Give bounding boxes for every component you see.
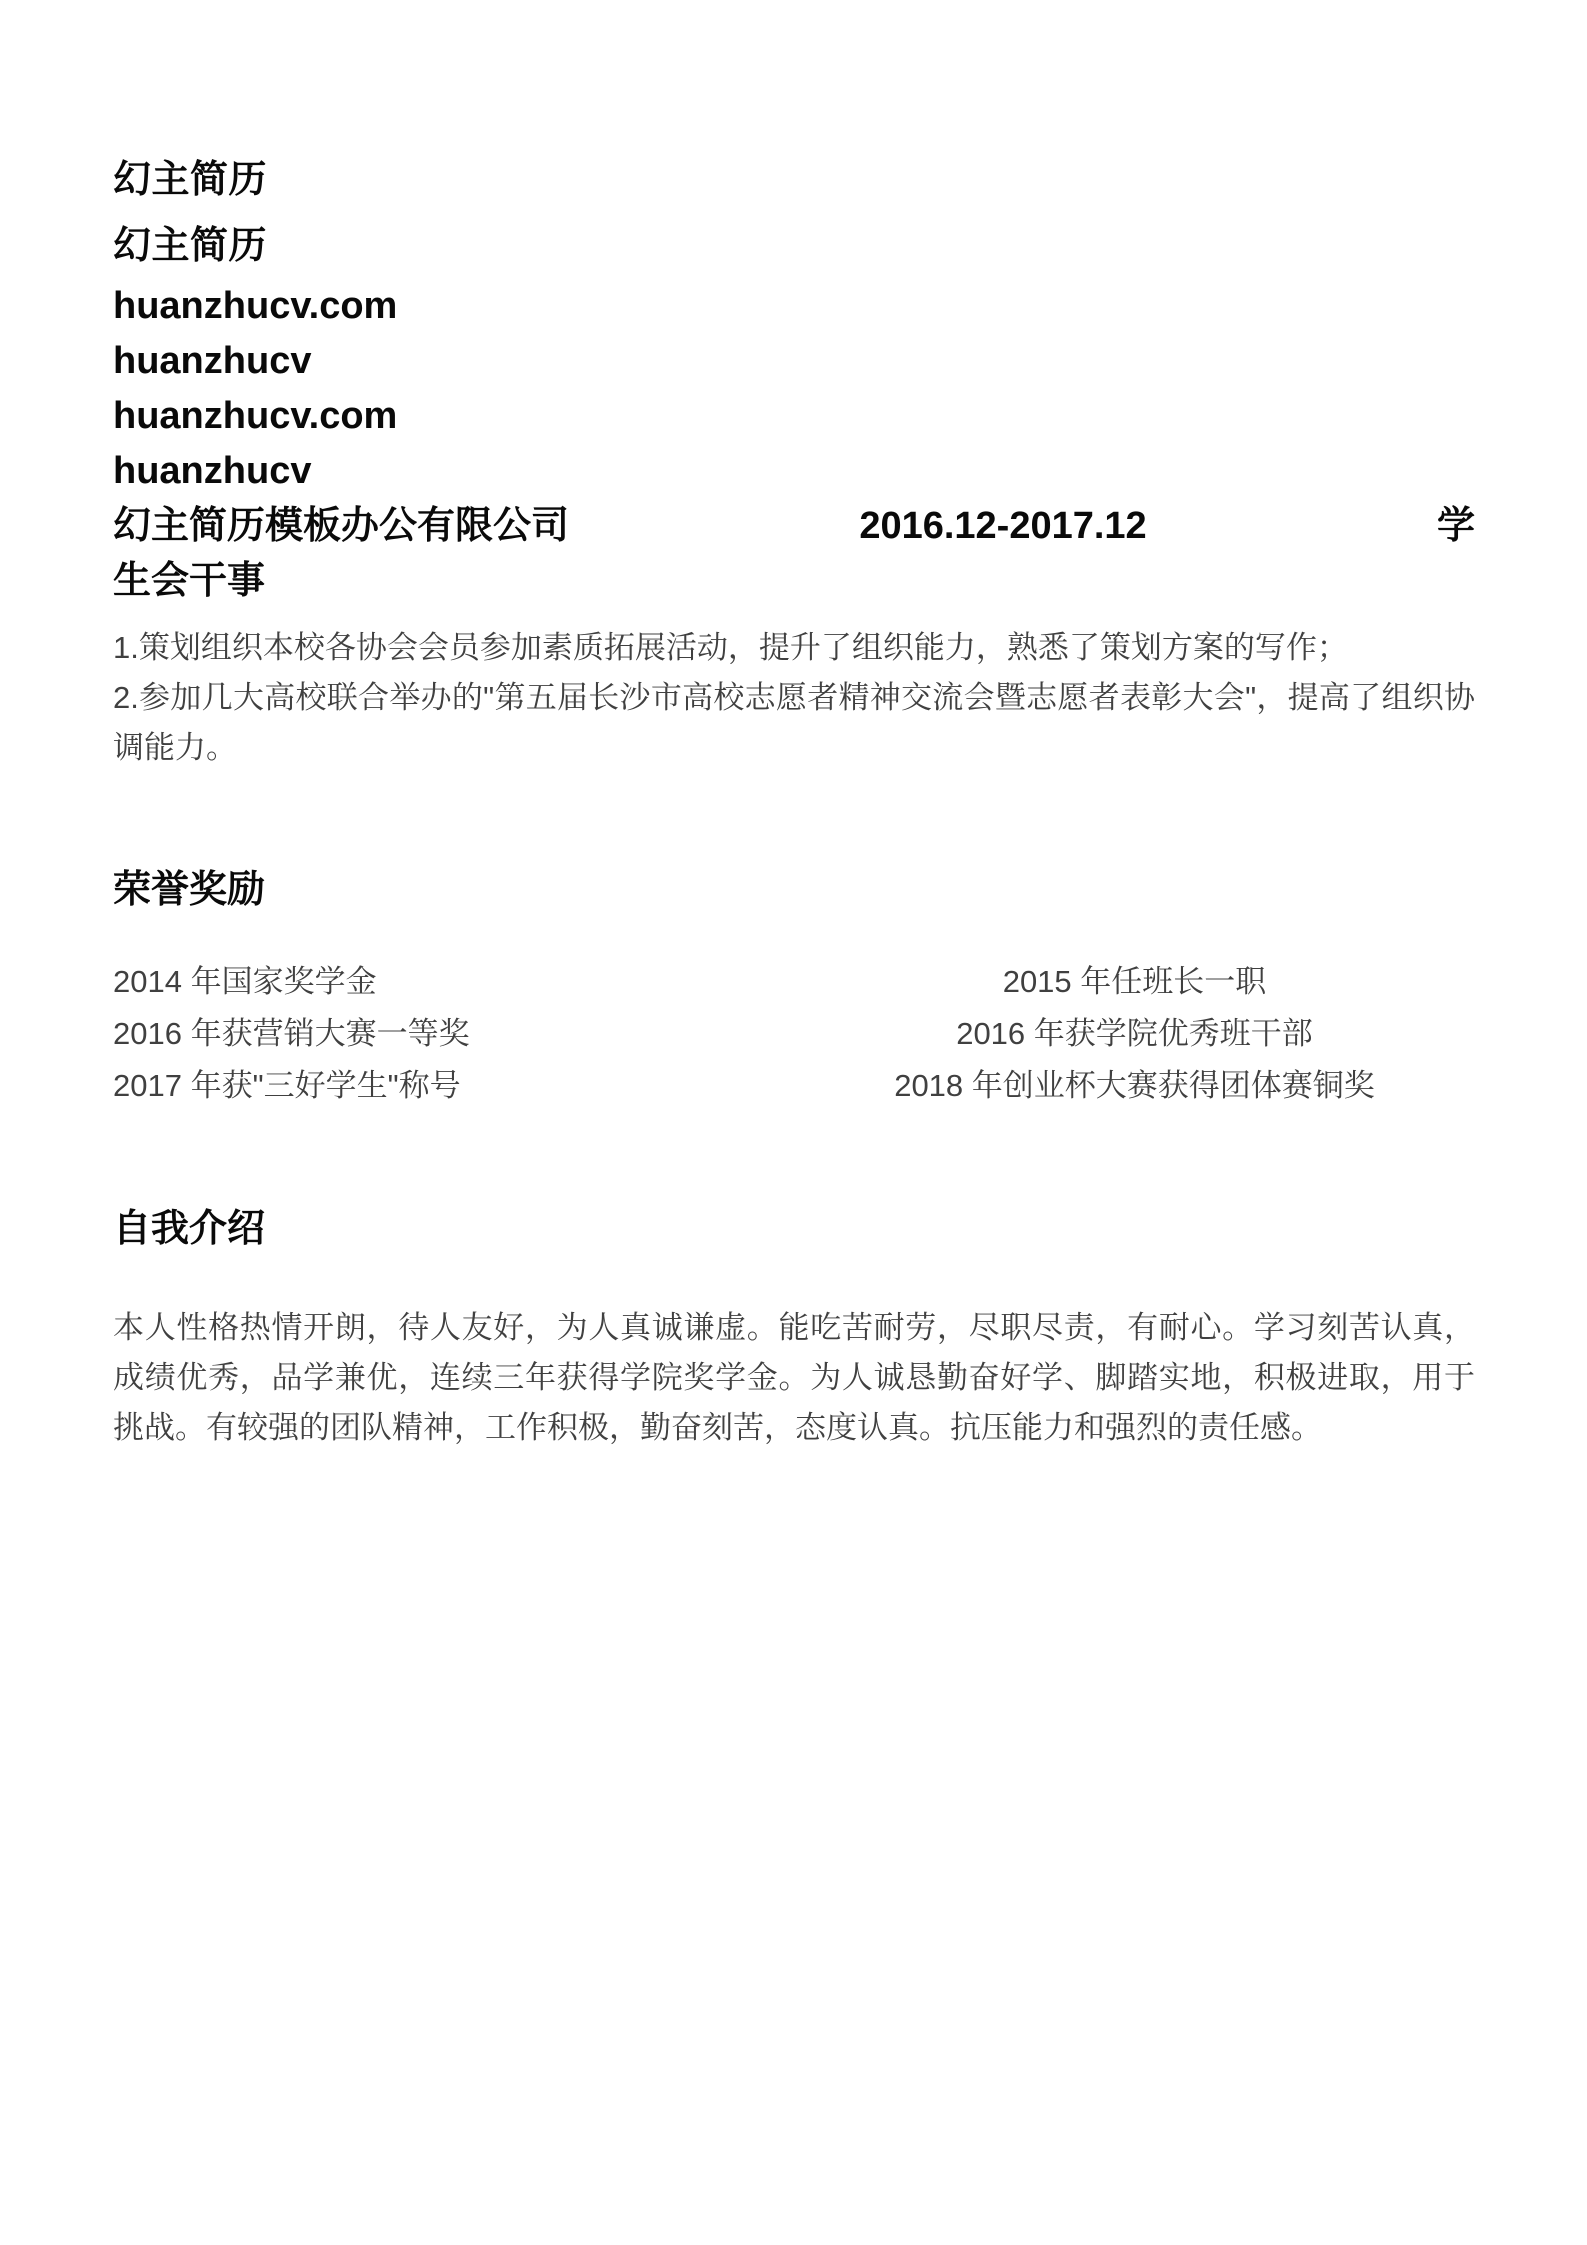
honors-section-title: 荣誉奖励 xyxy=(113,869,266,911)
brand-header xyxy=(113,147,1475,499)
honors-list xyxy=(113,956,1475,1112)
honor-item: 2014 年国家奖学金 xyxy=(113,964,377,999)
honor-item: 2016 年获营销大赛一等奖 xyxy=(113,1016,470,1051)
honor-item: 2017 年获"三好学生"称号 xyxy=(113,1068,461,1103)
experience-bullets xyxy=(113,623,1475,773)
brand-url-line: huanzhucv.com xyxy=(113,395,398,437)
experience-heading xyxy=(113,499,1475,554)
self-intro-paragraph: 本人性格热情开朗，待人友好，为人真诚谦虚。能吃苦耐劳，尽职尽责，有耐心。学习刻苦认真，成绩优秀，品学兼优，连续三年获得学院奖学金。为人诚恳勤奋好学、脚踏实地，积极进取，用于挑战。有较强的团队精神，工作积极，勤奋刻苦，态度认真。抗压能力和强烈的责任感。 xyxy=(113,1310,1475,1445)
role-title-rest: 生会干事 xyxy=(113,560,266,602)
brand-title-line: 幻主简历 xyxy=(113,159,268,201)
honor-row xyxy=(113,956,1475,1008)
honor-row xyxy=(113,1008,1475,1060)
role-title-first-char: 学 xyxy=(1436,505,1475,547)
experience-period: 2016.12-2017.12 xyxy=(859,505,1147,547)
experience-bullet: 1.策划组织本校各协会会员参加素质拓展活动，提升了组织能力，熟悉了策划方案的写作； xyxy=(113,630,1348,665)
brand-title-line: 幻主简历 xyxy=(113,225,268,267)
brand-url-line: huanzhucv.com xyxy=(113,285,398,327)
self-intro-section-title: 自我介绍 xyxy=(113,1208,266,1250)
honor-item: 2016 年获学院优秀班干部 xyxy=(956,1016,1313,1051)
honor-item: 2015 年任班长一职 xyxy=(1002,964,1267,999)
experience-bullet: 2.参加几大高校联合举办的"第五届长沙市高校志愿者精神交流会暨志愿者表彰大会"，提高了组织协调能力。 xyxy=(113,680,1475,765)
brand-url-line: huanzhucv xyxy=(113,340,312,382)
brand-url-line: huanzhucv xyxy=(113,450,312,492)
company-name: 幻主简历模板办公有限公司 xyxy=(113,505,570,547)
honor-row xyxy=(113,1060,1475,1112)
honor-item: 2018 年创业杯大赛获得团体赛铜奖 xyxy=(894,1068,1375,1103)
